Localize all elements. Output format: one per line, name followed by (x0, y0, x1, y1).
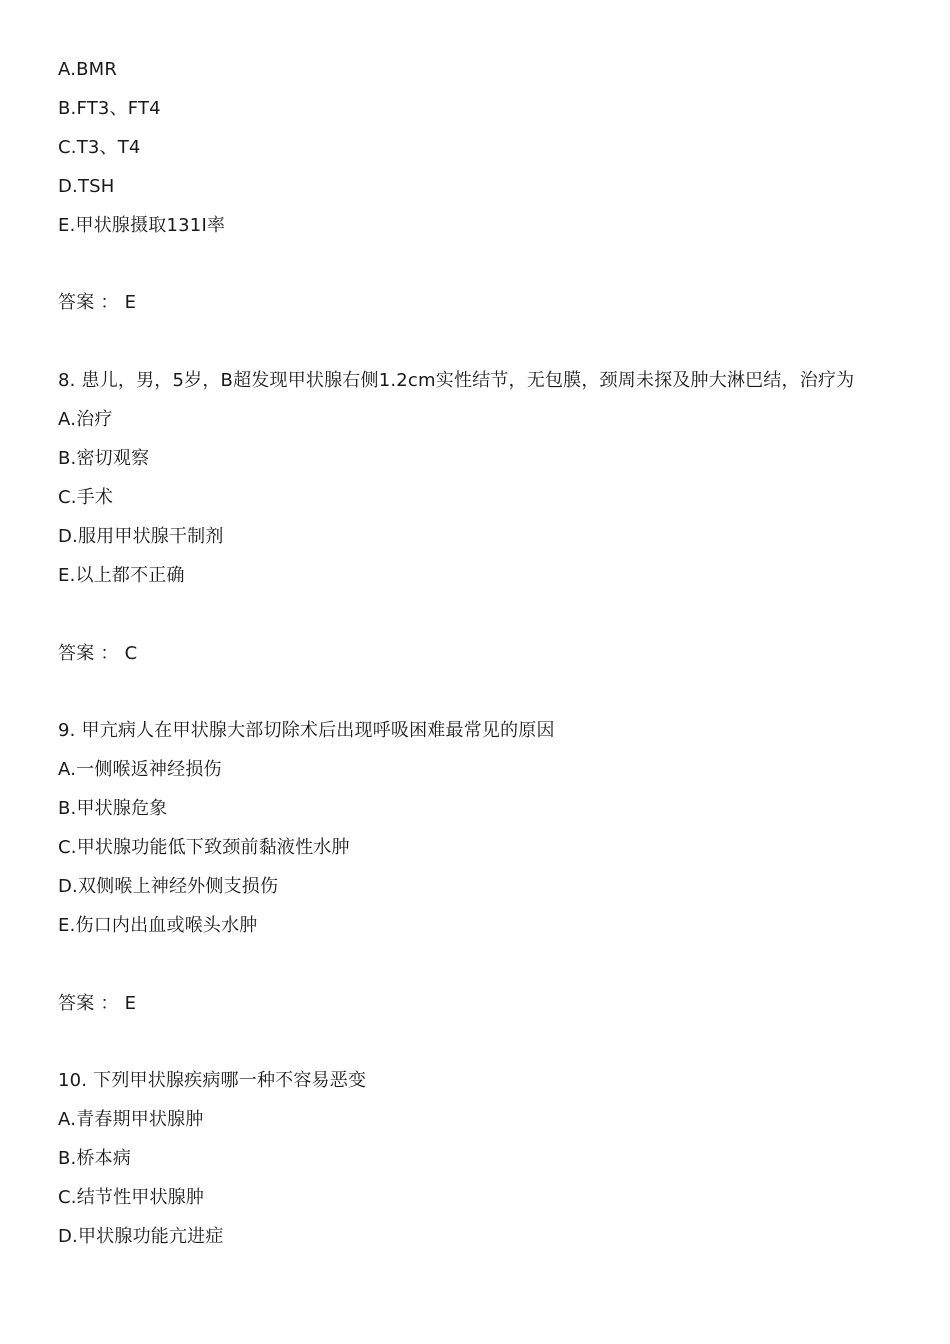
q9-option-b: B.甲状腺危象 (58, 798, 168, 819)
q9-option-e: E.伤口内出血或喉头水肿 (58, 915, 258, 936)
answer-value: E (124, 993, 137, 1014)
q10-option-d: D.甲状腺功能亢进症 (58, 1226, 224, 1247)
q7-option-c: C.T3、T4 (58, 137, 141, 158)
q7-option-b: B.FT3、FT4 (58, 98, 161, 119)
q9-option-c: C.甲状腺功能低下致颈前黏液性水肿 (58, 837, 350, 858)
q10-option-b: B.桥本病 (58, 1148, 132, 1169)
q9-answer (58, 992, 136, 1016)
q9-stem: 9. 甲亢病人在甲状腺大部切除术后出现呼吸困难最常见的原因 (58, 720, 555, 741)
answer-separator: ： (100, 292, 119, 313)
q7-answer (58, 291, 136, 315)
q10-option-c: C.结节性甲状腺肿 (58, 1187, 205, 1208)
q9-option-a: A.一侧喉返神经损伤 (58, 759, 222, 780)
answer-label: 答案 (58, 993, 95, 1014)
q8-option-e: E.以上都不正确 (58, 565, 185, 586)
answer-label: 答案 (58, 292, 95, 313)
q10-option-a: A.青春期甲状腺肿 (58, 1109, 204, 1130)
q8-option-c: C.手术 (58, 487, 114, 508)
answer-separator: ： (100, 993, 119, 1014)
answer-value: E (124, 292, 137, 313)
answer-value: C (124, 643, 138, 664)
q8-option-a: A.治疗 (58, 409, 113, 430)
q9-option-d: D.双侧喉上神经外侧支损伤 (58, 876, 279, 897)
q8-stem: 8. 患儿，男，5岁，B超发现甲状腺右侧1.2cm实性结节，无包膜，颈周未探及肿大淋巴结，治疗为 (58, 370, 855, 391)
q8-answer (58, 642, 137, 666)
q7-option-a: A.BMR (58, 59, 118, 80)
answer-label: 答案 (58, 643, 95, 664)
q8-option-d: D.服用甲状腺干制剂 (58, 526, 224, 547)
q7-option-e: E.甲状腺摄取131I率 (58, 215, 226, 236)
answer-separator: ： (100, 643, 119, 664)
q8-option-b: B.密切观察 (58, 448, 150, 469)
q7-option-d: D.TSH (58, 176, 115, 197)
q10-stem: 10. 下列甲状腺疾病哪一种不容易恶变 (58, 1070, 367, 1091)
